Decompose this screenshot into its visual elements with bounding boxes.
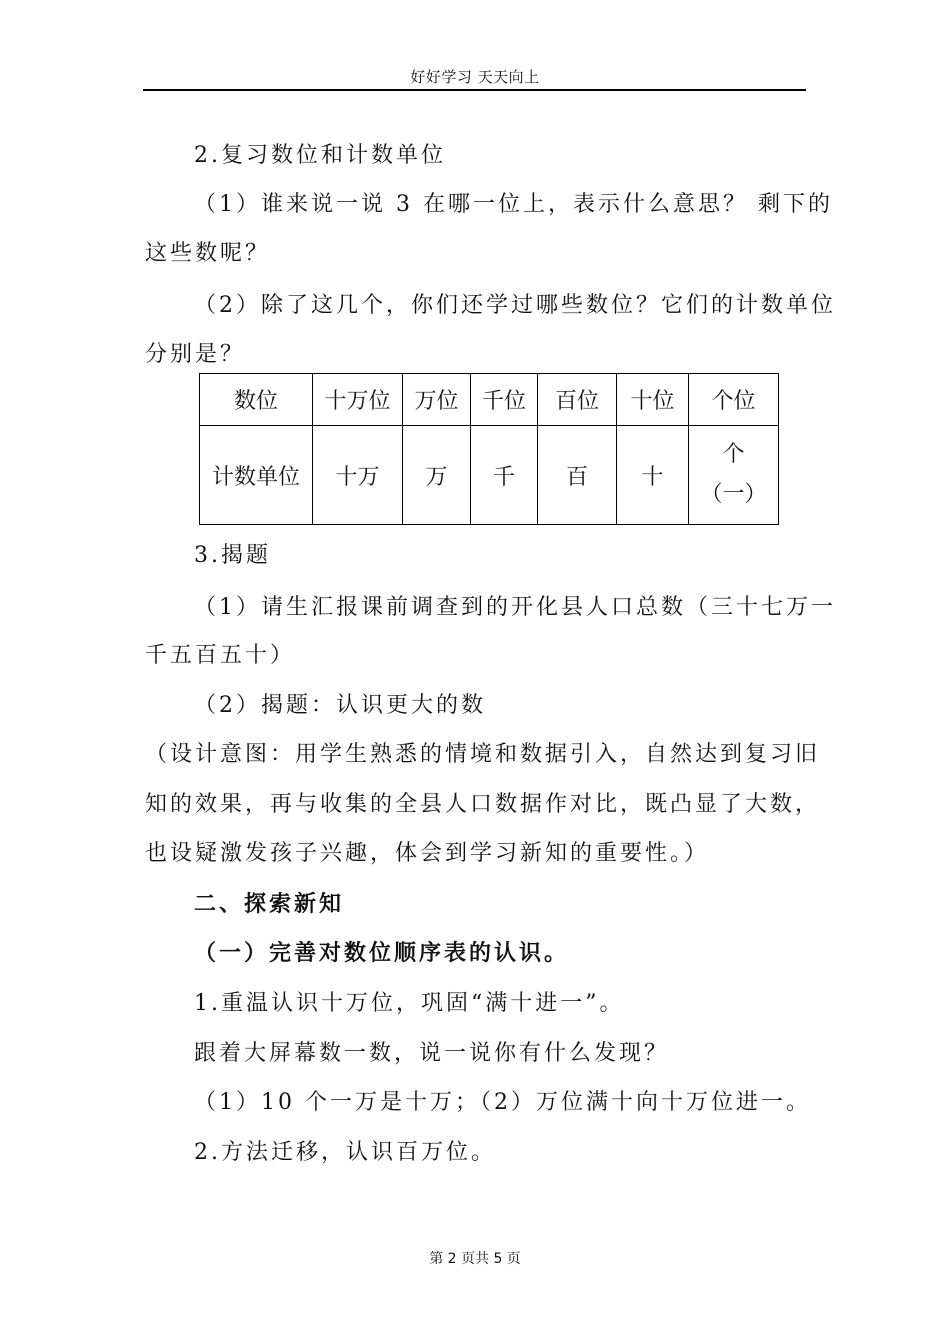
table-cell-top: 个 <box>722 442 745 467</box>
table-cell: 十万 <box>313 426 403 525</box>
table-cell: 万位 <box>403 374 471 426</box>
paragraph-line: 这些数呢？ <box>145 241 271 266</box>
paragraph-line: 2.方法迁移，认识百万位。 <box>194 1140 496 1165</box>
table-row <box>200 374 779 426</box>
paragraph-line: （设计意图：用学生熟悉的情境和数据引入，自然达到复习旧 <box>145 742 821 767</box>
header-divider <box>143 89 806 91</box>
paragraph-line: （1）10 个一万是十万；（2）万位满十向十万位进一。 <box>194 1090 811 1115</box>
paragraph-line: 千五百五十） <box>145 643 296 668</box>
table-cell: 百 <box>538 426 617 525</box>
table-cell: 十万位 <box>313 374 403 426</box>
subsection-heading: （一）完善对数位顺序表的认识。 <box>194 941 570 966</box>
table-cell: 千位 <box>471 374 538 426</box>
paragraph-line: 也设疑激发孩子兴趣，体会到学习新知的重要性。） <box>145 841 710 866</box>
paragraph-line: （1）谁来说一说 3 在哪一位上，表示什么意思？ 剩下的 <box>194 192 833 217</box>
page-footer: 第 2 页共 5 页 <box>429 1251 521 1267</box>
page-header: 好好学习 天天向上 <box>410 68 540 86</box>
table-cell: 万 <box>403 426 471 525</box>
paragraph-line: （2）揭题：认识更大的数 <box>194 693 486 718</box>
paragraph-line: 跟着大屏幕数一数，说一说你有什么发现？ <box>194 1041 670 1066</box>
table-row <box>200 426 779 525</box>
paragraph-line: 1.重温认识十万位，巩固“满十进一”。 <box>194 991 625 1016</box>
paragraph-line: （1）请生汇报课前调查到的开化县人口总数（三十七万一 <box>194 595 836 620</box>
table-cell: 数位 <box>200 374 313 426</box>
paragraph-line: 分别是？ <box>145 342 246 367</box>
table-cell: 计数单位 <box>200 426 313 525</box>
table-cell <box>689 426 779 525</box>
table-cell: 十位 <box>617 374 689 426</box>
section-heading: 二、探索新知 <box>194 892 345 917</box>
paragraph-line: 知的效果，再与收集的全县人口数据作对比，既凸显了大数， <box>145 792 821 817</box>
table-cell: 个位 <box>689 374 779 426</box>
table-cell: 百位 <box>538 374 617 426</box>
table-cell-bottom: （一） <box>700 482 767 507</box>
paragraph-line: 2.复习数位和计数单位 <box>194 143 446 168</box>
place-value-table <box>199 373 779 525</box>
paragraph-line: （2）除了这几个，你们还学过哪些数位？它们的计数单位 <box>194 293 836 318</box>
paragraph-line: 3.揭题 <box>194 543 271 568</box>
table-cell: 千 <box>471 426 538 525</box>
table-cell: 十 <box>617 426 689 525</box>
